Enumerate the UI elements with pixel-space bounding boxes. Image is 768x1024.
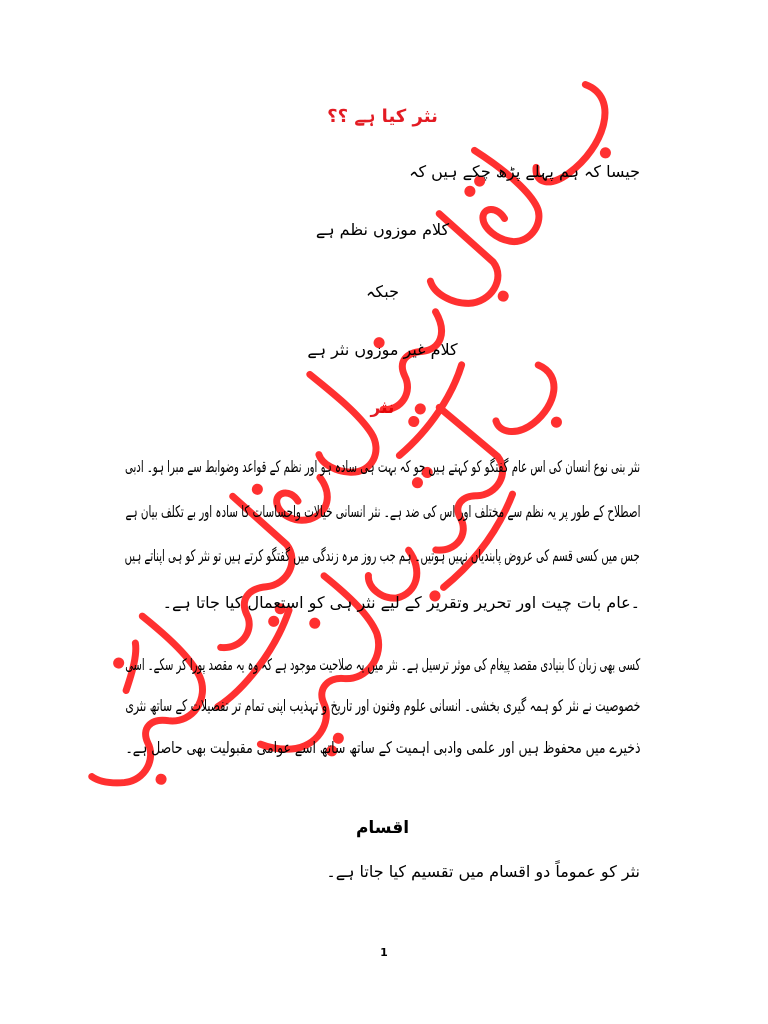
paragraph-line: جس میں کسی قسم کی عروض پابندیاں نہیں ہوتیں۔ ہم جب روز مرہ زندگی میں گفتگو کرتے ہیں تو نثر کو ہی اپناتے ہیں	[125, 546, 640, 565]
paragraph-line: نثر بنی نوع انسان کی اس عام گفتگو کو کہتے ہیں جو کہ بہت ہی سادہ ہو اور نظم کے قواعد وضوابط سے مبرا ہو۔ ادبی	[125, 457, 640, 476]
paragraph-line: ذخیرے میں محفوظ ہیں اور علمی وادبی اہمیت کے ساتھ ساتھ اسے عوامی مقبولیت بھی حاصل ہے۔	[125, 738, 640, 757]
paragraph-line: اصطلاح کے طور پر یہ نظم سے مختلف اور اس کی ضد ہے۔ نثر انسانی خیالات واحساسات کا سادہ اور بے تکلف بیان ہے	[125, 502, 640, 521]
paragraph-line: ۔عام بات چیت اور تحریر وتقریر کے لیے نثر ہی کو استعمال کیا جاتا ہے۔	[162, 593, 640, 612]
verse-definition-line: کلام موزوں نظم ہے	[315, 220, 450, 239]
conjunction-line: جبکہ	[366, 282, 399, 301]
section-heading: نثر	[370, 398, 395, 418]
types-intro-line: نثر کو عموماً دو اقسام میں تقسیم کیا جاتا ہے۔	[326, 862, 640, 881]
document-title: نثر کیا ہے ؟؟	[327, 106, 438, 127]
intro-lead-line: جیسا کہ ہم پہلے پڑھ چکے ہیں کہ	[409, 162, 640, 181]
prose-definition-line: کلام غیر موزوں نثر ہے	[307, 340, 458, 359]
paragraph-line: کسی بھی زبان کا بنیادی مقصد پیغام کی موثر ترسیل ہے۔ نثر میں یہ صلاحیت موجود ہے کہ وہ یہ مقصد پورا کر سکے۔ اسی	[125, 655, 640, 674]
paragraph-line: خصوصیت نے نثر کو ہمہ گیری بخشی۔ انسانی علوم وفنون اور تاریخ و تہذیب اپنی تمام تر تفصیلات کے ساتھ نثری	[125, 696, 640, 715]
types-heading: اقسام	[355, 818, 410, 838]
page-number: 1	[380, 946, 388, 959]
